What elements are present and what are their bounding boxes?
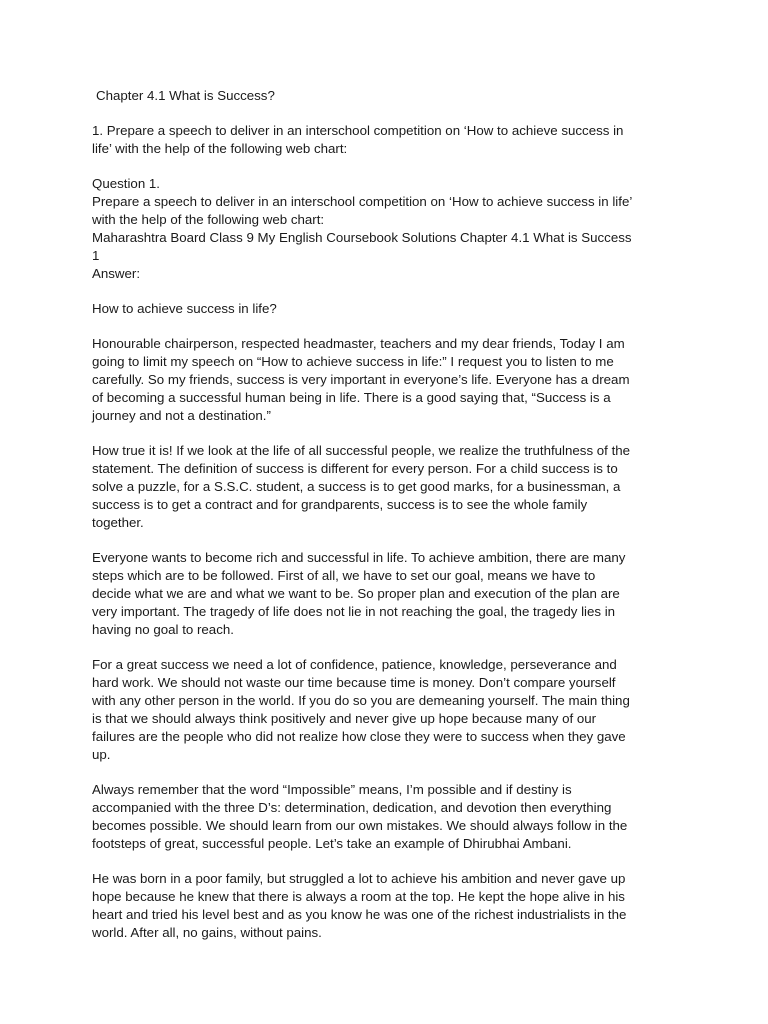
chapter-title: Chapter 4.1 What is Success? bbox=[96, 88, 275, 103]
question-block: Question 1. Prepare a speech to deliver in an interschool competition on ‘How to achieve success in life’ with the help of the following web chart: Maharashtra Board Class 9 My English Coursebook Solutions Chapter 4.1 What is Success 1 Answer: bbox=[92, 176, 633, 281]
paragraph-impossible: Always remember that the word “Impossible” means, I’m possible and if destiny is accompanied with the three D’s: determination, dedication, and devotion then everything becomes possible. We should learn from our own mistakes. We should always follow in the footsteps of great, successful people. Let’s take an example of Dhirubhai Ambani. bbox=[92, 782, 628, 851]
paragraph-goals: Everyone wants to become rich and successful in life. To achieve ambition, there are many steps which are to be followed. First of all, we have to set our goal, means we have to decide what we are and what we want to be. So proper plan and execution of the plan are very important. The tragedy of life does not lie in not reaching the goal, the tragedy lies in having no goal to reach. bbox=[92, 550, 626, 637]
paragraph-qualities: For a great success we need a lot of confidence, patience, knowledge, perseverance and hard work. We should not waste our time because time is money. Don’t compare yourself with any other person in the world. If you do so you are demeaning yourself. The main thing is that we should always think positively and never give up hope because many of our failures are the people who did not realize how close they were to success when they gave up. bbox=[92, 657, 630, 762]
task-statement: 1. Prepare a speech to deliver in an interschool competition on ‘How to achieve success in life’ with the help of the following web chart: bbox=[92, 123, 624, 156]
paragraph-intro: Honourable chairperson, respected headmaster, teachers and my dear friends, Today I am going to limit my speech on “How to achieve success in life:” I request you to listen to me carefully. So my friends, success is very important in everyone’s life. Everyone has a dream of becoming a successful human being in life. There is a good saying that, “Success is a journey and not a destination.” bbox=[92, 336, 630, 423]
document-page bbox=[92, 87, 692, 959]
paragraph-example: He was born in a poor family, but struggled a lot to achieve his ambition and never gave up hope because he knew that there is always a room at the top. He kept the hope alive in his heart and tried his level best and as you know he was one of the richest industrialists in the world. After all, no gains, without pains. bbox=[92, 871, 627, 940]
speech-heading: How to achieve success in life? bbox=[92, 301, 277, 316]
paragraph-definition: How true it is! If we look at the life of all successful people, we realize the truthfulness of the statement. The definition of success is different for every person. For a child success is to solve a puzzle, for a S.S.C. student, a success is to get good marks, for a businessman, a success is to get a contract and for grandparents, success is to see the whole family together. bbox=[92, 443, 631, 530]
